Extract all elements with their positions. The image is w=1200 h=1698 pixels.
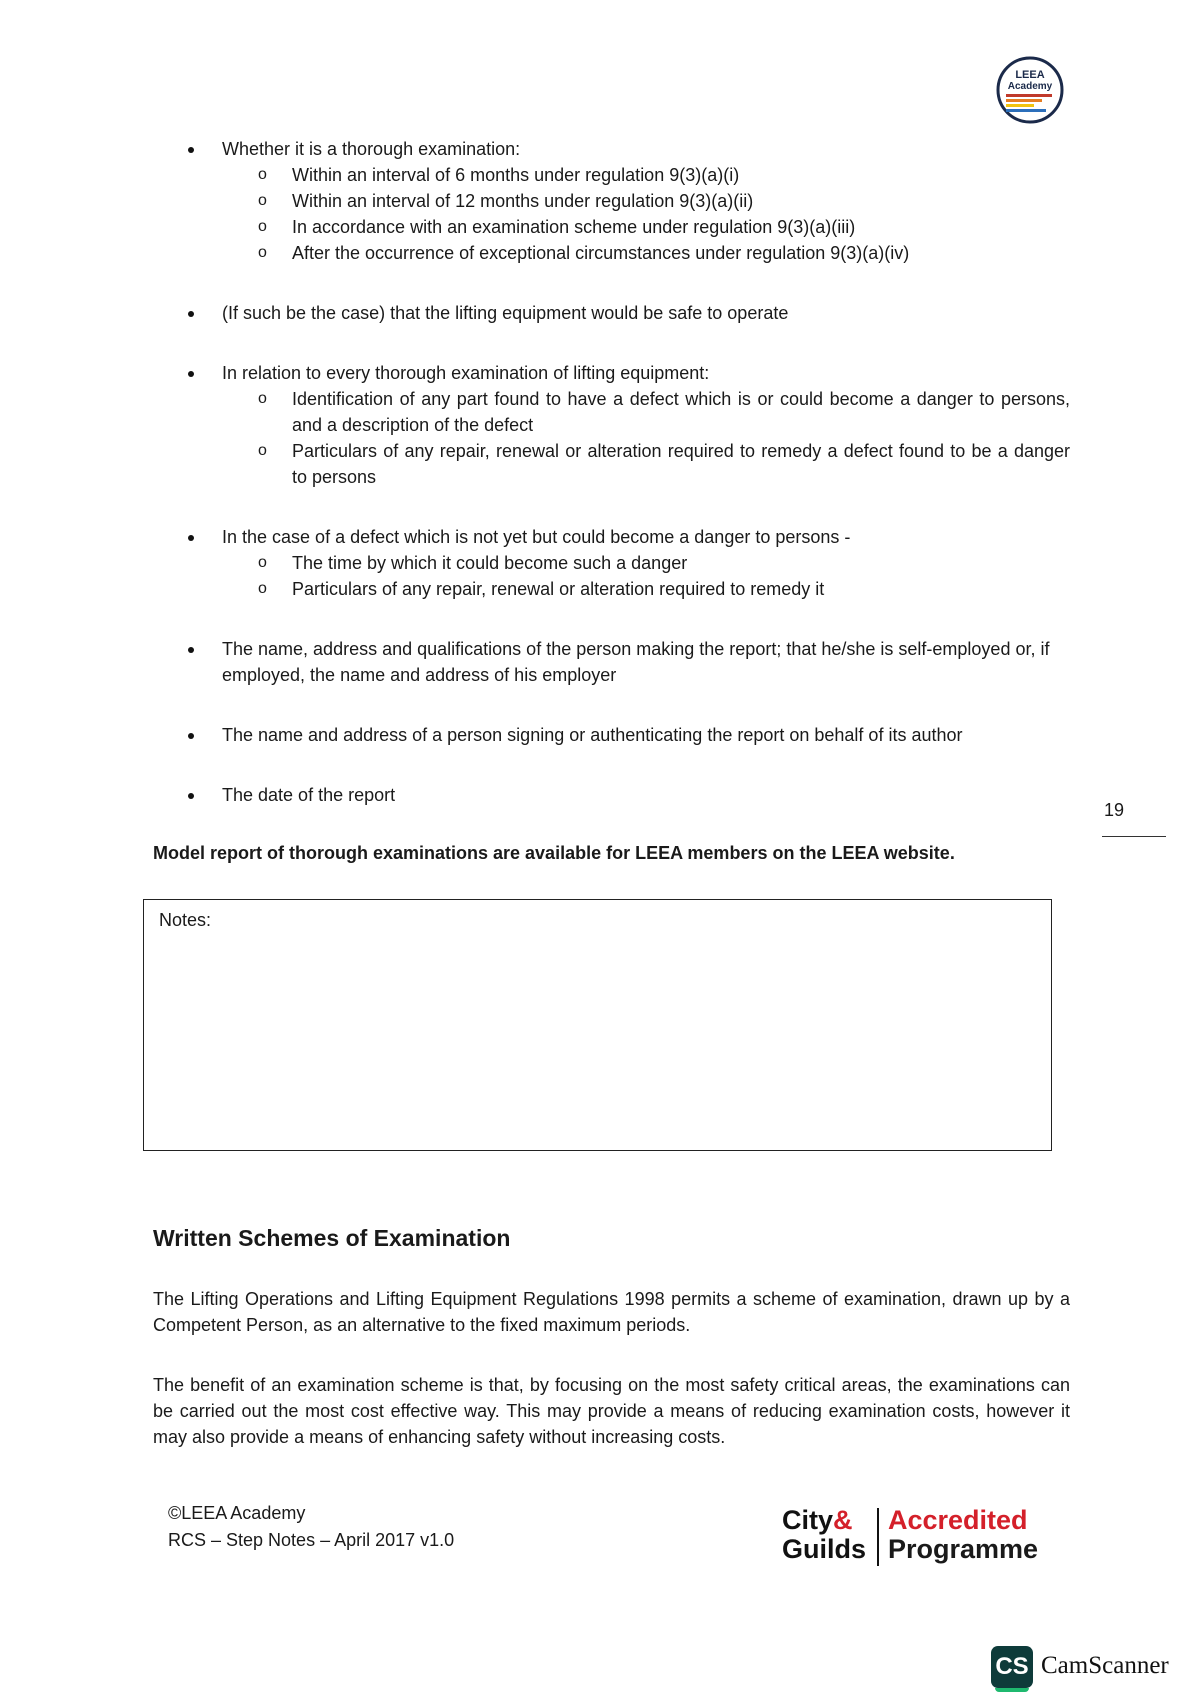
sub-bullet-item <box>258 550 1070 576</box>
cg-accredited-block <box>888 1506 1038 1564</box>
cg-programme: Programme <box>888 1534 1039 1564</box>
bullet-item <box>180 636 1070 688</box>
bullet-dot-icon <box>188 311 194 317</box>
bullet-item <box>180 722 1070 748</box>
sub-bullet-text: In accordance with an examination scheme under regulation 9(3)(a)(iii) <box>292 217 856 237</box>
cg-city: City <box>782 1505 834 1535</box>
sub-bullet-item <box>258 386 1070 438</box>
cg-guilds: Guilds <box>782 1534 867 1564</box>
cg-ampersand: & <box>833 1505 853 1535</box>
sub-bullet-item <box>258 438 1070 490</box>
bullet-item <box>180 524 1070 602</box>
sub-bullet-marker-icon: o <box>258 390 267 407</box>
bullet-dot-icon <box>188 371 194 377</box>
sub-bullet-text: Within an interval of 12 months under regulation 9(3)(a)(ii) <box>292 191 754 211</box>
camscanner-name: CamScanner <box>1041 1652 1169 1679</box>
bullet-dot-icon <box>188 733 194 739</box>
regulation-bullet-list <box>180 136 1070 842</box>
sub-bullet-text: Within an interval of 6 months under regulation 9(3)(a)(i) <box>292 165 740 185</box>
sub-bullet-list <box>222 386 1070 490</box>
bullet-text: In relation to every thorough examination of lifting equipment: <box>222 363 710 383</box>
bullet-dot-icon <box>188 793 194 799</box>
sub-bullet-marker-icon: o <box>258 442 267 459</box>
sub-bullet-item <box>258 162 1070 188</box>
notes-label: Notes: <box>159 910 212 930</box>
cg-accredited: Accredited <box>888 1505 1028 1535</box>
sub-bullet-text: Identification of any part found to have a defect which is or could become a danger to persons, and a description of the defect <box>292 389 1070 435</box>
paragraph-scheme-intro: The Lifting Operations and Lifting Equipment Regulations 1998 permits a scheme of examination, drawn up by a Competent Person, as an alternative to the fixed maximum periods. <box>153 1289 1070 1335</box>
sub-bullet-marker-icon: o <box>258 554 267 571</box>
footer-copyright: ©LEEA Academy <box>168 1503 306 1523</box>
sub-bullet-marker-icon: o <box>258 244 267 261</box>
sub-bullet-item <box>258 188 1070 214</box>
section-heading: Written Schemes of Examination <box>153 1225 511 1251</box>
bullet-text: The name, address and qualifications of the person making the report; that he/she is self-employed or, if employed, the name and address of his employer <box>222 639 1050 685</box>
sub-bullet-text: The time by which it could become such a danger <box>292 553 688 573</box>
sub-bullet-list <box>222 162 1070 266</box>
bullet-text: In the case of a defect which is not yet but could become a danger to persons - <box>222 527 851 547</box>
page-number: 19 <box>1104 800 1125 820</box>
notes-box[interactable] <box>143 899 1052 1151</box>
bullet-item <box>180 360 1070 490</box>
footer-copyright-block <box>168 1500 454 1554</box>
bullet-item <box>180 782 1070 808</box>
bullet-dot-icon <box>188 535 194 541</box>
page-number-rule <box>1102 836 1166 837</box>
sub-bullet-marker-icon: o <box>258 218 267 235</box>
bullet-item <box>180 136 1070 266</box>
sub-bullet-text: Particulars of any repair, renewal or alteration required to remedy a defect found to be a danger to persons <box>292 441 1070 487</box>
logo-line2: Academy <box>1007 81 1053 92</box>
bullet-text: The name and address of a person signing or authenticating the report on behalf of its author <box>222 725 963 745</box>
bullet-item <box>180 300 1070 326</box>
footer-doc-ref: RCS – Step Notes – April 2017 v1.0 <box>168 1530 455 1550</box>
bullet-text: The date of the report <box>222 785 396 805</box>
sub-bullet-text: After the occurrence of exceptional circumstances under regulation 9(3)(a)(iv) <box>292 243 910 263</box>
bullet-text: Whether it is a thorough examination: <box>222 139 521 159</box>
sub-bullet-marker-icon: o <box>258 580 267 597</box>
bullet-dot-icon <box>188 147 194 153</box>
camscanner-icon: CS <box>991 1646 1033 1688</box>
bullet-dot-icon <box>188 647 194 653</box>
model-report-note: Model report of thorough examinations are available for LEEA members on the LEEA website. <box>153 843 955 863</box>
cg-divider <box>877 1508 879 1566</box>
sub-bullet-marker-icon: o <box>258 166 267 183</box>
sub-bullet-list <box>222 550 1070 602</box>
logo-line1: LEEA <box>1015 69 1045 81</box>
paragraph-scheme-benefit: The benefit of an examination scheme is that, by focusing on the most safety critical areas, the examinations can be carried out the most cost effective way. This may provide a means of reducing examination costs, however it may also provide a means of enhancing safety without increasing costs. <box>153 1375 1070 1447</box>
leea-academy-logo <box>996 56 1064 124</box>
sub-bullet-marker-icon: o <box>258 192 267 209</box>
sub-bullet-item <box>258 214 1070 240</box>
bullet-text: (If such be the case) that the lifting equipment would be safe to operate <box>222 303 789 323</box>
sub-bullet-text: Particulars of any repair, renewal or alteration required to remedy it <box>292 579 825 599</box>
cg-wordmark <box>782 1506 866 1564</box>
sub-bullet-item <box>258 576 1070 602</box>
sub-bullet-item <box>258 240 1070 266</box>
